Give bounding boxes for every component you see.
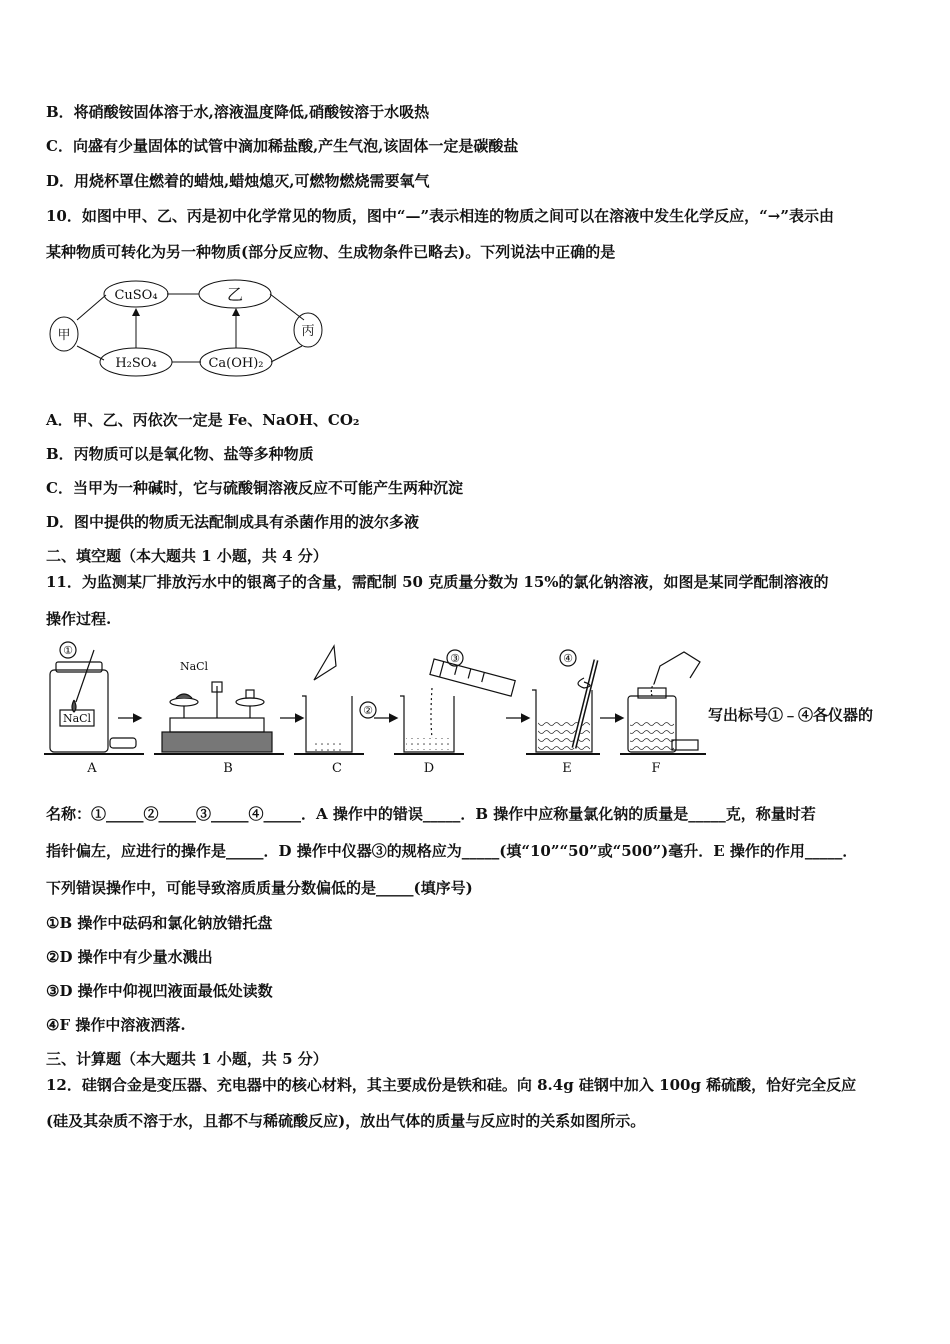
marker-4: ④ [563,652,573,665]
node-cuso4-label: CuSO₄ [114,288,158,303]
q11-figure [44,640,904,782]
q11-stem-line2: 操作过程. [46,610,112,628]
q11-choice-1: ①B 操作中砝码和氯化钠放错托盘 [46,914,273,932]
step-label-c: C [332,761,342,776]
step-label-f: F [651,761,661,776]
q10-option-a: A．甲、乙、丙依次一定是 Fe、NaOH、CO₂ [46,411,360,429]
step-label-e: E [562,761,572,776]
q11-blank-line3: 下列错误操作中，可能导致溶质质量分数偏低的是_____(填序号) [46,879,473,897]
q10-diagram [46,272,336,382]
figure-side-text: 写出标号①﹣④各仪器的 [708,706,874,724]
section3-heading: 三、计算题（本大题共 1 小题，共 5 分） [46,1050,328,1068]
node-yi-label: 乙 [226,285,244,304]
marker-1: ① [63,644,73,657]
q12-stem-line1: 12．硅钢合金是变压器、充电器中的核心材料，其主要成份是铁和硅。向 8.4g 硅钢中加入 100g 稀硫酸，恰好完全反应 [46,1076,857,1094]
marker-3: ③ [450,652,460,665]
q10-option-c: C．当甲为一种碱时，它与硫酸铜溶液反应不可能产生两种沉淀 [46,479,463,497]
step-e-stirring [526,660,600,754]
q10-option-b: B．丙物质可以是氧化物、盐等多种物质 [46,445,314,463]
link-jia-cuso4 [77,295,106,320]
node-h2so4-label: H₂SO₄ [115,356,157,371]
step-b-balance [154,682,284,754]
q11-choice-4: ④F 操作中溶液洒落. [46,1016,186,1034]
q11-blank-line2: 指针偏左，应进行的操作是_____．D 操作中仪器③的规格应为_____(填“10”“50”或“500”)毫升．E 操作的作用_____． [46,842,858,860]
step-a-reagent-jar [44,650,144,754]
step-d-pouring [394,659,515,754]
q10-stem-line1: 10．如图中甲、乙、丙是初中化学常见的物质，图中“—”表示相连的物质之间可以在溶液中发生化学反应，“→”表示由 [46,207,834,225]
marker-2: ② [363,704,373,717]
jar-label: NaCl [62,712,92,725]
q11-stem-line1: 11．为监测某厂排放污水中的银离子的含量，需配制 50 克质量分数为 15%的氯化钠溶液，如图是某同学配制溶液的 [46,573,829,591]
link-jia-h2so4 [77,346,104,360]
step-label-d: D [423,761,435,776]
q12-stem-line2: (硅及其杂质不溶于水，且都不与稀硫酸反应)，放出气体的质量与反应时的关系如图所示。 [46,1112,646,1130]
node-caoh2-label: Ca(OH)₂ [208,356,264,371]
link-caoh2-bing [271,346,302,362]
q9-option-d: D．用烧杯罩住燃着的蜡烛,蜡烛熄灭,可燃物燃烧需要氧气 [46,172,430,190]
q9-option-c: C．向盛有少量固体的试管中滴加稀盐酸,产生气泡,该固体一定是碳酸盐 [46,137,519,155]
q11-choice-3: ③D 操作中仰视凹液面最低处读数 [46,982,273,1000]
section2-heading: 二、填空题（本大题共 1 小题，共 4 分） [46,547,328,565]
q10-option-d: D．图中提供的物质无法配制成具有杀菌作用的波尔多液 [46,513,420,531]
balance-label: NaCl [179,660,209,673]
q11-choice-2: ②D 操作中有少量水溅出 [46,948,213,966]
node-jia-label: 甲 [57,328,71,343]
step-f-bottling [620,652,706,754]
q10-stem-line2: 某种物质可转化为另一种物质(部分反应物、生成物条件已略去)。下列说法中正确的是 [46,243,616,261]
q9-option-b: B．将硝酸铵固体溶于水,溶液温度降低,硝酸铵溶于水吸热 [46,103,430,121]
step-label-a: A [87,761,97,776]
q11-blank-line1: 名称：①_____②_____③_____④_____．A 操作中的错误_____．B 操作中应称量氯化钠的质量是_____克，称量时若 [46,805,816,823]
step-c-beaker [294,646,364,754]
step-label-b: B [223,761,233,776]
link-yi-bing [270,294,304,320]
node-bing-label: 丙 [301,324,315,339]
